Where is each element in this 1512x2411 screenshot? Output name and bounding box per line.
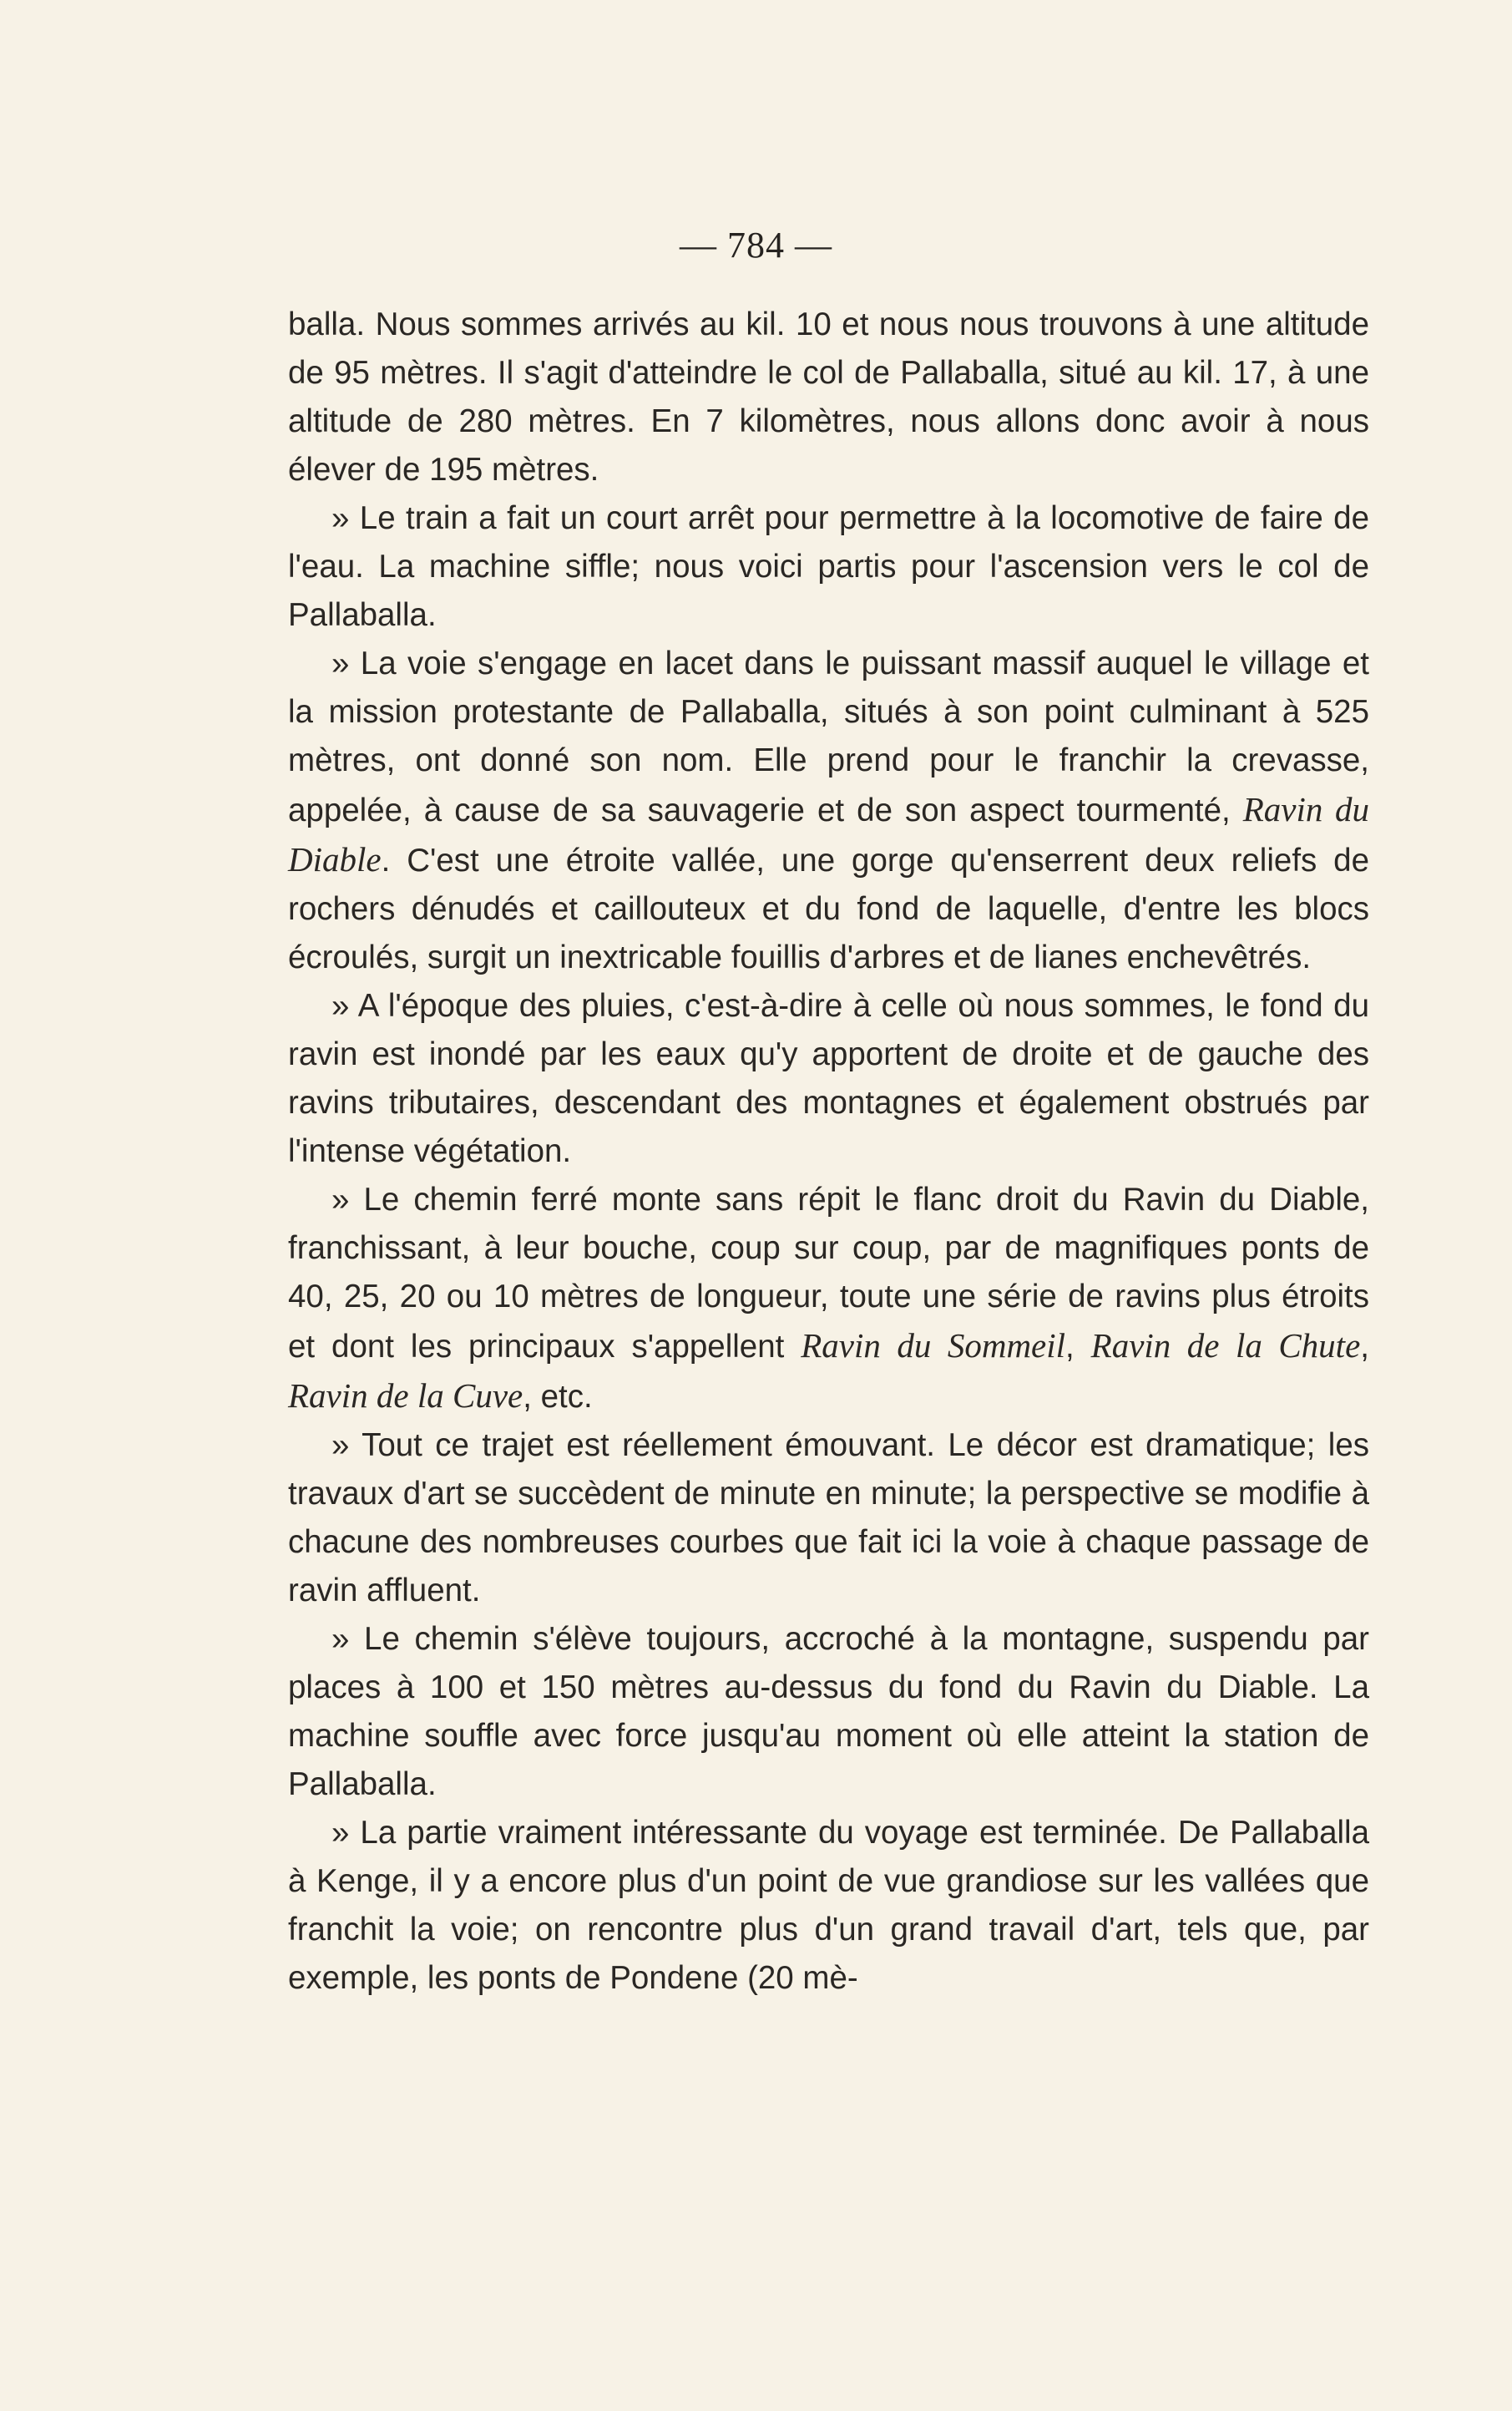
paragraph-7: [288, 1615, 1369, 1809]
text-run: balla. Nous sommes arrivés au kil. 10 et nous nous trouvons à une altitude de 95 mètres. Il s'agit d'atteindre le col de Pallaballa, situé au kil. 17, à une altitude de 280 mètres. En 7 kilomètres, nous allons donc avoir à nous élever de 195 mètres.: [288, 306, 1369, 488]
italic-place-name: Ravin de la Cuve: [288, 1376, 523, 1415]
italic-place-name: Ravin du Sommeil: [801, 1326, 1066, 1365]
italic-place-name: Ravin de la Chute: [1090, 1326, 1361, 1365]
paragraph-5: [288, 1176, 1369, 1421]
text-run: » La partie vraiment intéressante du voyage est terminée. De Pallaballa à Kenge, il y a encore plus d'un point de vue grandiose sur les vallées que franchit la voie; on rencontre plus d'un grand travail d'art, tels que, par exemple, les ponts de Pondene (20 mè-: [288, 1815, 1369, 1996]
page-number: — 784 —: [680, 225, 832, 266]
text-run: » Tout ce trajet est réellement émouvant. Le décor est dramatique; les travaux d'art se succèdent de minute en minute; la perspective se modifie à chacune des nombreuses courbes que fait ici la voie à chaque passage de ravin affluent.: [288, 1427, 1369, 1608]
body-text: [288, 301, 1369, 2003]
paragraph-6: [288, 1421, 1369, 1615]
text-run: » A l'époque des pluies, c'est-à-dire à celle où nous sommes, le fond du ravin est inondé par les eaux qu'y apportent de droite et de gauche des ravins tributaires, descendant des montagnes et également obstrués par l'intense végétation.: [288, 988, 1369, 1169]
paragraph-4: [288, 982, 1369, 1176]
text-run: » Le train a fait un court arrêt pour permettre à la locomotive de faire de l'eau. La machine siffle; nous voici partis pour l'ascension vers le col de Pallaballa.: [288, 500, 1369, 633]
text-run: , etc.: [523, 1379, 593, 1415]
text-run: ,: [1360, 1329, 1369, 1365]
text-run: . C'est une étroite vallée, une gorge qu'enserrent deux reliefs de rochers dénudés et caillouteux et du fond de laquelle, d'entre les blocs écroulés, surgit un inextricable fouillis d'arbres et de lianes enchevêtrés.: [288, 843, 1369, 975]
paragraph-2: [288, 494, 1369, 640]
text-run: ,: [1065, 1329, 1091, 1365]
paragraph-1: [288, 301, 1369, 494]
text-run: » Le chemin s'élève toujours, accroché à la montagne, suspendu par places à 100 et 150 mètres au-dessus du fond du Ravin du Diable. La machine souffle avec force jusqu'au moment où elle atteint la station de Pallaballa.: [288, 1621, 1369, 1802]
text-run: » Le chemin ferré monte sans répit le flanc droit du Ravin du Diable, franchissant, à leur bouche, coup sur coup, par de magnifiques ponts de 40, 25, 20 ou 10 mètres de longueur, toute une série de ravins plus étroits et dont les principaux s'appellent: [288, 1182, 1369, 1365]
text-run: » La voie s'engage en lacet dans le puissant massif auquel le village et la mission protestante de Pallaballa, situés à son point culminant à 525 mètres, ont donné son nom. Elle prend pour le franchir la crevasse, appelée, à cause de sa sauvagerie et de son aspect tourmenté,: [288, 646, 1369, 828]
paragraph-3: [288, 640, 1369, 982]
italic-place-name: Ravin du Diable: [288, 790, 1370, 879]
paragraph-8: [288, 1809, 1369, 2003]
